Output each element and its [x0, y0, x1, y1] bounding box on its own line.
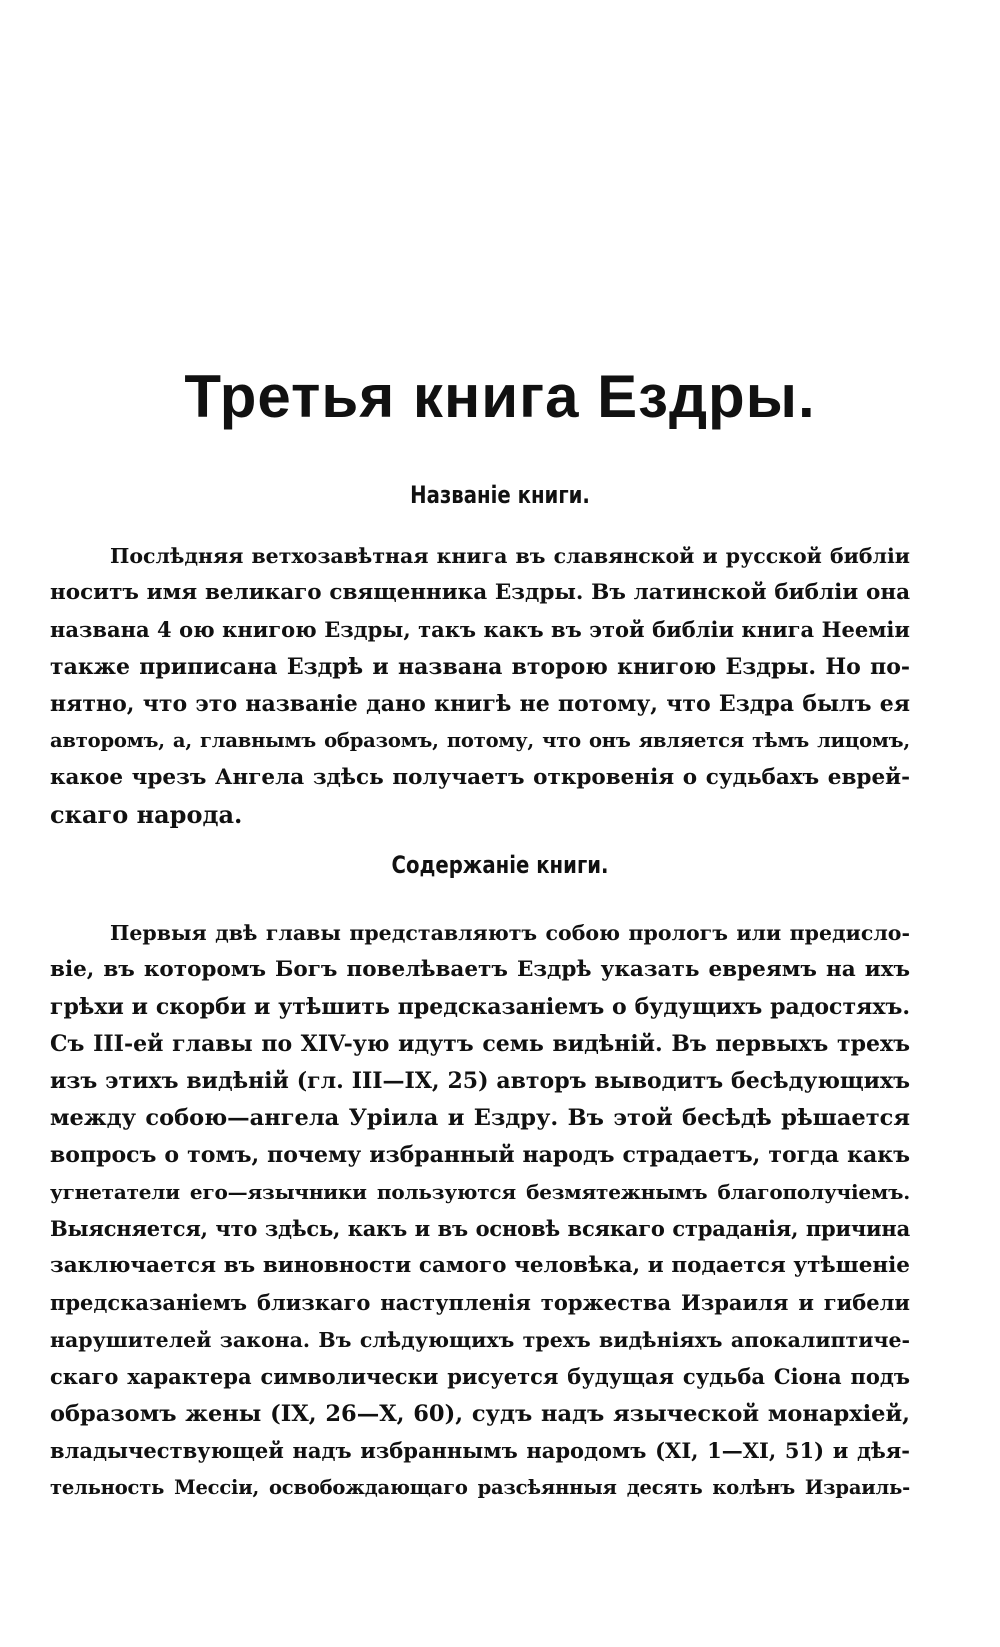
text-line: заключается въ виновности самого человѣка, и подается утѣшеніе	[50, 1253, 910, 1278]
text-line: какое чрезъ Ангела здѣсь получаетъ откровенія о судьбахъ еврей-	[50, 765, 910, 790]
text-line: предсказаніемъ близкаго наступленія торжества Израиля и гибели	[50, 1290, 910, 1315]
text-line: нарушителей закона. Въ слѣдующихъ трехъ видѣніяхъ апокалиптиче-	[50, 1328, 910, 1352]
text-line: віе, въ которомъ Богъ повелѣваетъ Ездрѣ указать евреямъ на ихъ	[50, 957, 910, 982]
text-line: носитъ имя великаго священника Ездры. Въ латинской библіи она	[50, 580, 910, 605]
text-line: Первыя двѣ главы представляютъ собою прологъ или предисло-	[110, 921, 910, 945]
page-title: Третья книга Ездры.	[184, 363, 816, 430]
text-line: угнетатели его—язычники пользуются безмятежнымъ благополучіемъ.	[50, 1180, 910, 1204]
text-line: между собою—ангела Уріила и Ездру. Въ этой бесѣдѣ рѣшается	[50, 1105, 910, 1131]
text-line: грѣхи и скорби и утѣшить предсказаніемъ о будущихъ радостяхъ.	[50, 994, 910, 1020]
text-line: вопросъ о томъ, почему избранный народъ страдаетъ, тогда какъ	[50, 1142, 910, 1168]
text-line: владычествующей надъ избраннымъ народомъ (XI, 1—XI, 51) и дѣя-	[50, 1438, 910, 1463]
text-line: Выясняется, что здѣсь, какъ и въ основѣ всякаго страданія, причина	[50, 1216, 910, 1241]
section-heading-title-of-book: Названіе книги.	[410, 481, 590, 509]
text-line: образомъ жены (IX, 26—X, 60), судъ надъ языческой монархіей,	[50, 1401, 910, 1427]
text-line: тельность Мессіи, освобождающаго разсѣянныя десять колѣнъ Израиль-	[50, 1476, 910, 1499]
text-line: авторомъ, а, главнымъ образомъ, потому, что онъ является тѣмъ лицомъ,	[50, 729, 910, 752]
text-line: Съ III-ей главы по XIV-ую идутъ семь видѣній. Въ первыхъ трехъ	[50, 1031, 910, 1057]
text-line: нятно, что это названіе дано книгѣ не потому, что Ездра былъ ея	[50, 691, 910, 717]
text-line: скаго характера символически рисуется будущая судьба Сіона подъ	[50, 1364, 910, 1389]
text-line: Послѣдняя ветхозавѣтная книга въ славянской и русской библіи	[110, 544, 910, 568]
section-heading-contents-of-book: Содержаніе книги.	[391, 851, 609, 879]
text-line: также приписана Ездрѣ и названа второю книгою Ездры. Но по-	[50, 654, 910, 680]
text-line: названа 4 ою книгою Ездры, такъ какъ въ этой библіи книга Неемiи	[50, 617, 910, 642]
text-line: скаго народа.	[50, 800, 243, 829]
text-line: изъ этихъ видѣній (гл. III—IX, 25) авторъ выводитъ бесѣдующихъ	[50, 1068, 910, 1094]
